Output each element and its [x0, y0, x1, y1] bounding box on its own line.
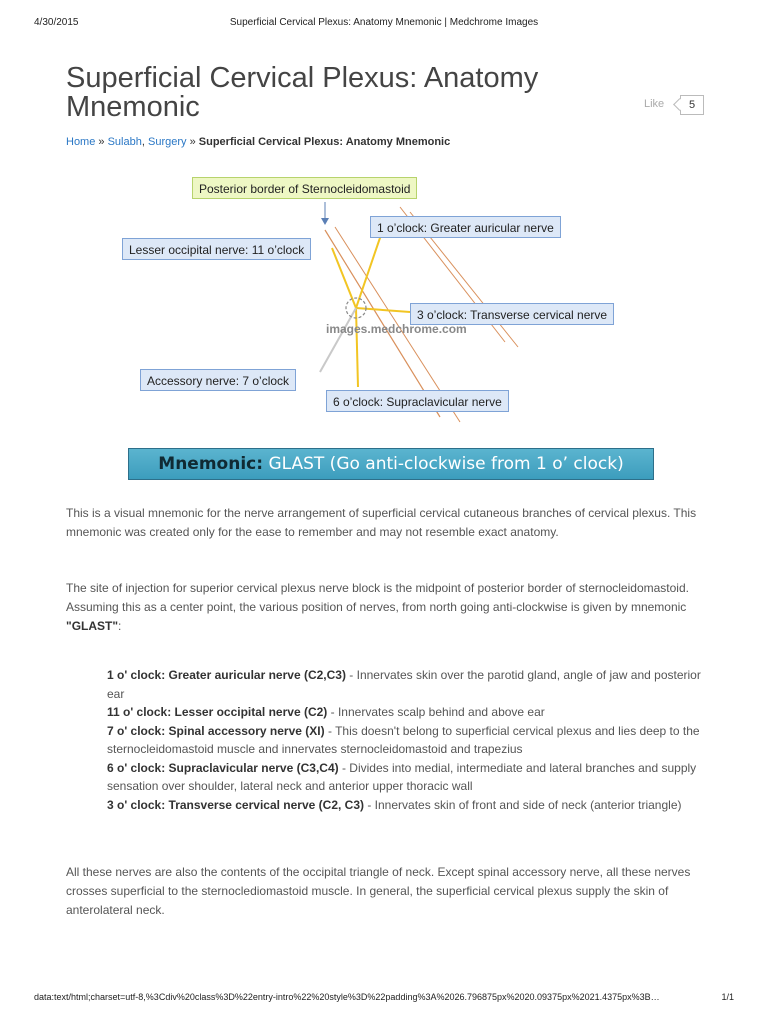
list-item-description: - Innervates skin of front and side of neck (anterior triangle)	[364, 797, 682, 812]
list-item	[107, 796, 707, 815]
list-item-heading: 11 o' clock: Lesser occipital nerve (C2)	[107, 705, 328, 719]
print-page-count: 1/1	[721, 992, 734, 1002]
breadcrumb-surgery-link[interactable]: Surgery	[147, 136, 187, 148]
list-item-description: - Divides into medial, intermediate and lateral branches and supply sensation over shoulder, lateral neck and anterior upper thoracic wall	[107, 760, 697, 793]
mnemonic-label: Mnemonic:	[158, 454, 264, 474]
print-footer	[34, 992, 734, 1006]
closing-text: All these nerves are also the contents of the occipital triangle of neck. Except spinal accessory nerve, all these nerves crosses superficial to the sternoclediomastoid muscle. In general, the superficial cervical plexus supply the skin of anterolateral neck.	[66, 865, 691, 917]
breadcrumb	[66, 136, 450, 148]
list-item	[107, 759, 707, 796]
transverse-cervical-nerve	[356, 308, 410, 312]
lesser-occipital-nerve	[332, 248, 356, 308]
mnemonic-glast: "GLAST"	[66, 619, 119, 633]
injection-text-main: The site of injection for superior cervical plexus nerve block is the midpoint of posterior border of sternocleidomastoid. Assuming this as a center point, the various position of nerves, from north going anti-clockwise is given by mnemonic	[66, 581, 689, 614]
list-item	[107, 722, 707, 759]
greater-auricular-nerve	[356, 232, 382, 308]
injection-paragraph	[66, 579, 706, 636]
lesser-occipital-label: Lesser occipital nerve: 11 o’clock	[122, 238, 311, 260]
supraclavicular-label: 6 o’clock: Supraclavicular nerve	[326, 390, 509, 412]
injection-text-suffix: :	[118, 619, 122, 633]
breadcrumb-comma: ,	[141, 136, 145, 148]
list-item	[107, 666, 707, 703]
accessory-label: Accessory nerve: 7 o’clock	[140, 369, 296, 391]
mnemonic-text: GLAST (Go anti-clockwise from 1 o’ clock)	[268, 454, 624, 474]
list-item-heading: 6 o' clock: Supraclavicular nerve (C3,C4)	[107, 760, 339, 775]
breadcrumb-sulabh-link[interactable]: Sulabh	[107, 136, 142, 148]
list-item-heading: 1 o' clock: Greater auricular nerve (C2,C3)	[107, 668, 346, 682]
breadcrumb-home-link[interactable]: Home	[66, 136, 96, 148]
list-item-heading: 7 o' clock: Spinal accessory nerve (XI)	[107, 723, 325, 738]
closing-paragraph	[66, 863, 706, 920]
print-url: data:text/html;charset=utf-8,%3Cdiv%20class%3D%22entry-intro%22%20style%3D%22padding%3A%2026.796875px%2020.09375px%2021.4375px%3B…	[34, 992, 660, 1002]
intro-text: This is a visual mnemonic for the nerve arrangement of superficial cervical cutaneous branches of cervical plexus. This mnemonic was created only for the ease to remember and may not resemble exact anatomy.	[66, 506, 697, 539]
page-title: Superficial Cervical Plexus: Anatomy Mnemonic	[66, 62, 539, 123]
nerve-list	[107, 666, 707, 814]
print-page-title: Superficial Cervical Plexus: Anatomy Mnemonic | Medchrome Images	[229, 17, 539, 28]
injection-text	[66, 579, 706, 636]
like-count: 5	[680, 95, 704, 115]
like-button[interactable]: Like	[644, 98, 665, 110]
watermark: images.medchrome.com	[326, 322, 467, 336]
print-header	[34, 17, 734, 31]
list-item-description: - Innervates scalp behind and above ear	[327, 705, 545, 719]
supraclavicular-nerve	[356, 308, 358, 387]
breadcrumb-separator: »	[189, 136, 196, 148]
list-item	[107, 703, 707, 722]
accessory-nerve	[320, 308, 356, 372]
list-item-description: - This doesn't belong to superficial cervical plexus and lies deep to the sternocleidomastoid muscle and innervates sternocleidomastoid and trapezius	[107, 723, 700, 756]
posterior-border-label: Posterior border of Sternocleidomastoid	[192, 177, 417, 199]
pointer-arrowhead	[321, 218, 329, 225]
list-item-description: - Innervates skin over the parotid gland, angle of jaw and posterior ear	[107, 668, 701, 701]
print-date: 4/30/2015	[34, 17, 79, 28]
greater-auricular-label: 1 o’clock: Greater auricular nerve	[370, 216, 561, 238]
breadcrumb-current: Superficial Cervical Plexus: Anatomy Mnemonic	[198, 136, 451, 148]
list-item-heading: 3 o' clock: Transverse cervical nerve (C2, C3)	[107, 797, 364, 812]
intro-paragraph	[66, 504, 706, 542]
transverse-cervical-label: 3 o’clock: Transverse cervical nerve	[410, 303, 614, 325]
breadcrumb-separator: »	[98, 136, 105, 148]
mnemonic-banner	[128, 448, 654, 480]
plexus-diagram	[110, 172, 658, 486]
